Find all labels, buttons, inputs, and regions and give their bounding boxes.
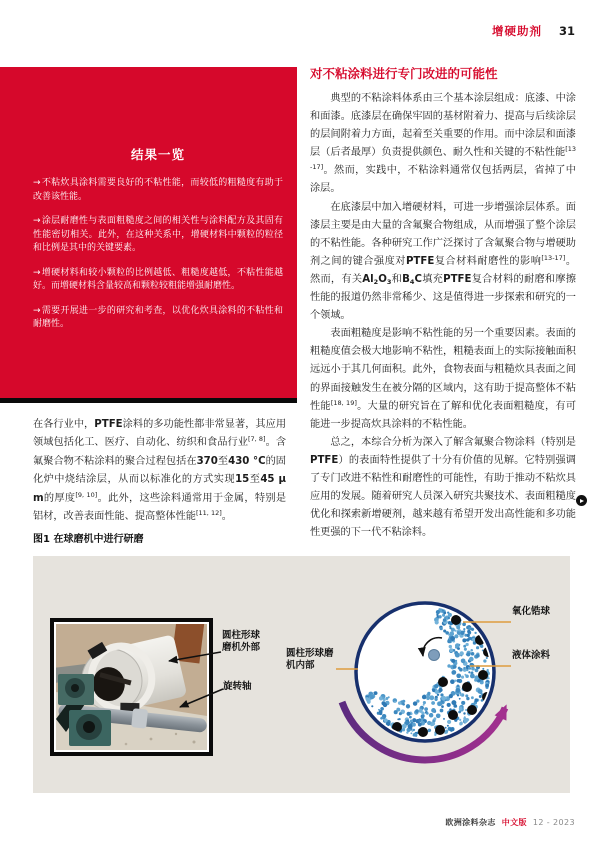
article-paragraph: 总之，本综合分析为深入了解含氟聚合物涂料（特别是PTFE）的表面特性提供了十分有价值的见解。它特别强调了专门改进不粘性和耐磨性的可能性，有助于推动不粘炊具应用的发展。随着研究人员深入研究共聚技术、表面粗糙度优化和探索新增硬剂，越来越有希望开发出高性能和多功能性更强的下一代不粘涂料。 xyxy=(310,436,576,539)
diagram-label-zirconia: 氧化锆球 xyxy=(512,606,551,617)
photo-label-shaft: 旋转轴 xyxy=(223,681,252,692)
left-column-paragraph: 在各行业中，PTFE涂料的多功能性都非常显著，其应用领域包括化工、医疗、自动化、纺织和食品行业[7, 8]。含氟聚合物不粘涂料的聚合过程包括在370至430 °C的固化炉中烧结涂层，从而以标准化的方式实现15至45 μm的厚度[9, 10]。此外，这些涂料通常用于金属，特别是铝材，改善表面性能、提高整体性能[11, 12]。 xyxy=(33,419,287,523)
ballmill-photo xyxy=(50,618,213,756)
page-footer xyxy=(445,817,575,828)
ballmill-photo-image xyxy=(56,624,207,750)
zirconia-balls xyxy=(392,611,504,737)
results-bullet-text: 需要开展进一步的研究和考查，以优化炊具涂料的不粘性和耐磨性。 xyxy=(33,305,283,329)
results-bullet-text: 涂层耐磨性与表面粗糙度之间的相关性与涂料配方及其固有性能密切相关。此外，在这种关系中，增硬材料中颗粒的粒径和比例是其中的关键要素。 xyxy=(33,216,283,253)
results-bullet xyxy=(33,215,283,256)
results-bullet-text: 不粘炊具涂料需要良好的不粘性能，而较低的粗糙度有助于改善该性能。 xyxy=(33,178,283,202)
page-number: 31 xyxy=(558,24,575,38)
footer-edition: 中文版 xyxy=(501,818,527,827)
diagram-label-coating: 液体涂料 xyxy=(512,650,551,661)
section-title: 增硬助剂 xyxy=(491,24,542,38)
liquid-coating-dots xyxy=(365,608,490,738)
rotation-arrow xyxy=(342,702,505,760)
results-bullet xyxy=(33,267,283,294)
figure-caption: 图1 在球磨机中进行研磨 xyxy=(33,534,144,545)
article-heading: 对不粘涂料进行专门改进的可能性 xyxy=(310,66,498,81)
footer-journal: 欧洲涂料杂志 xyxy=(445,818,496,827)
footer-issue: 12 - 2023 xyxy=(532,818,575,827)
results-bullet-text: 增硬材料和较小颗粒的比例越低、粗糙度越低，不粘性能越好。而增硬材料含量较高和颗粒较粗能增强耐磨性。 xyxy=(33,267,283,291)
bullet-arrow-icon: → xyxy=(33,178,41,188)
article-paragraph: 典型的不粘涂料体系由三个基本涂层组成：底漆、中涂和面漆。底漆层在确保牢固的基材附着力、提高与后续涂层的层间附着力方面，起着至关重要的作用。而中涂层和面漆层（后者最厚）负责提供颜色、耐久性和关键的不粘性能[13-17]。然而，实践中，不粘涂料通常仅包括两层，省掉了中涂层。 xyxy=(310,93,576,195)
article-paragraph: 表面粗糙度是影响不粘性能的另一个重要因素。表面的粗糙度值会极大地影响不粘性，粗糙表面上的实际接触面积远远小于其几何面积。此外，食物表面与粗糙炊具表面之间的界面接触发生在被分隔的区域内，这有助于提高整体不粘性能[18, 19]。大量的研究旨在了解和优化表面粗糙度，有可能进一步提高炊具涂料的不粘性能。 xyxy=(310,328,577,430)
results-title: 结果一览 xyxy=(130,147,185,162)
mill-circle xyxy=(356,603,494,741)
results-box xyxy=(0,67,297,403)
page-header xyxy=(492,23,575,39)
results-bullet xyxy=(33,177,283,204)
tumble-arrow xyxy=(423,638,442,656)
photo-label-mill-exterior: 圆柱形球 磨机外部 xyxy=(222,630,261,653)
bullet-arrow-icon: → xyxy=(33,267,41,278)
diagram-label-mill-interior: 圆柱形球磨 机内部 xyxy=(286,648,334,671)
end-of-article-icon xyxy=(576,495,587,506)
bullet-arrow-icon: → xyxy=(33,216,41,226)
results-bullet xyxy=(33,305,283,332)
bullet-arrow-icon: → xyxy=(33,305,41,316)
article-body xyxy=(310,90,576,542)
article-paragraph: 在底漆层中加入增硬材料，可进一步增强涂层体系。面漆层主要是由大量的含氟聚合物组成，从而增强了整个涂层的不粘性能。各种研究工作广泛探讨了含氟聚合物与增硬助剂之间的键合强度对PTFE复合材料耐磨性的影响[13-17]。然而，有关$Al_2O_3$和$B_4C$填充PTFE复合材料的耐磨和摩擦性能的报道仍然非常稀少、这是值得进一步探索和研究的一个领域。 xyxy=(310,201,577,322)
figure-panel xyxy=(33,556,570,793)
